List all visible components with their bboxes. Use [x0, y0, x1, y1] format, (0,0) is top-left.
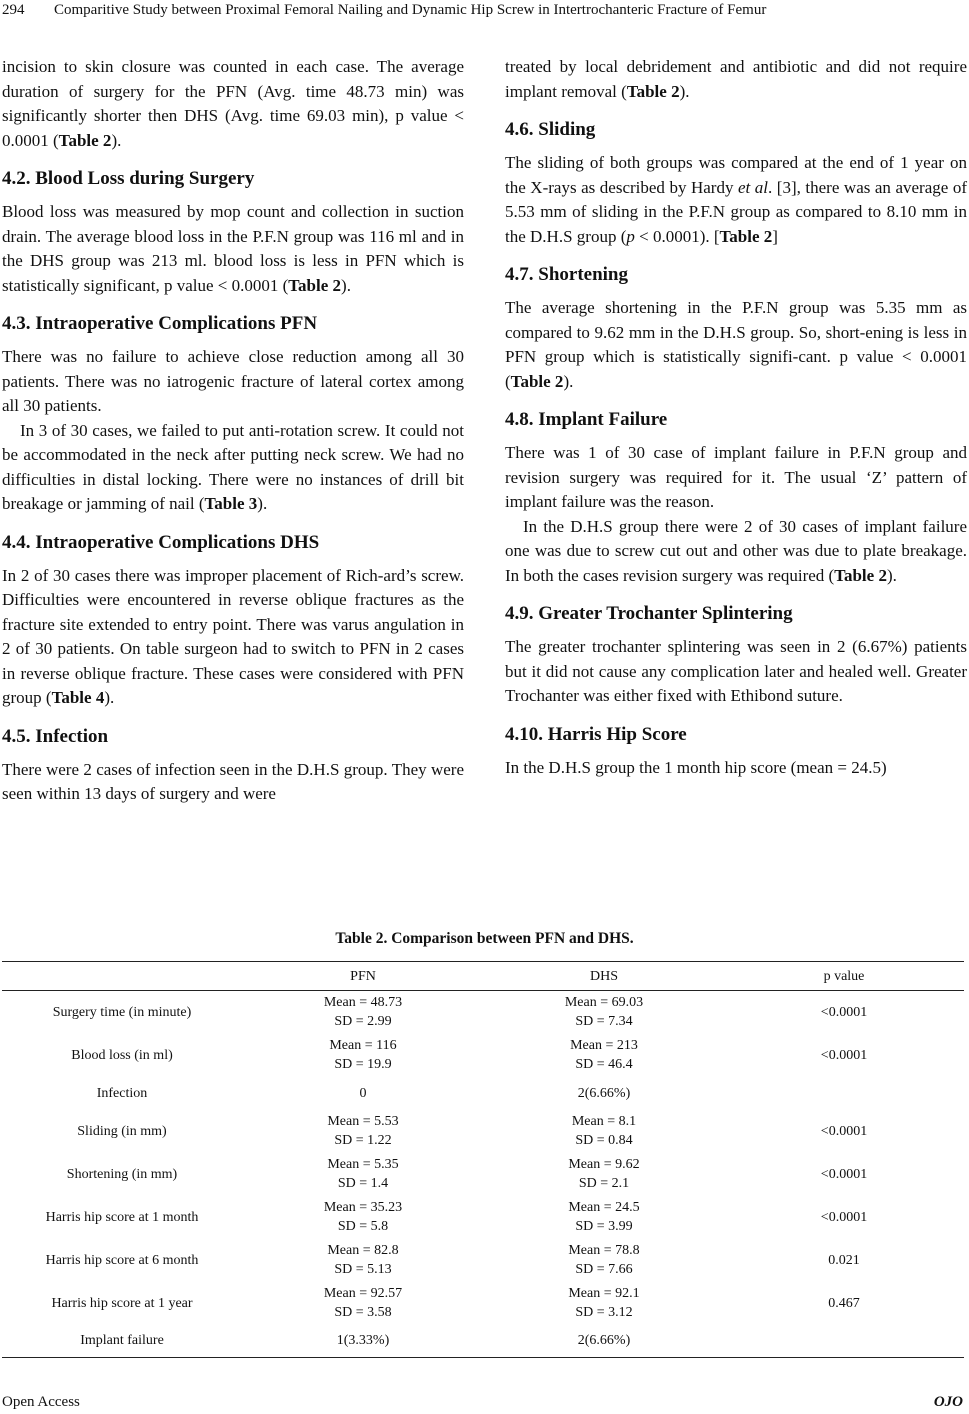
table-header-cell: p value [724, 962, 964, 991]
p-value-cell: <0.0001 [820, 1209, 868, 1225]
p-value-cell [724, 1325, 964, 1358]
row-label: Harris hip score at 6 month [45, 1252, 199, 1268]
table-header-cell: DHS [484, 962, 724, 991]
table-reference: Table 2 [510, 371, 564, 391]
table-reference: Table 2 [834, 565, 887, 585]
table-reference: Table 2 [626, 81, 680, 101]
section-heading: 4.6. Sliding [505, 119, 596, 140]
section-heading: 4.2. Blood Loss during Surgery [2, 168, 255, 189]
pfn-cell: Mean = 92.57 SD = 3.58 [323, 1286, 403, 1320]
paragraph: In the D.H.S group there were 2 of 30 cases of implant failure one was due to screw cut out and other was due to plate breakage. In both the cases revision surgery was required (Table 2). [505, 516, 967, 585]
paragraph: There were 2 cases of infection seen in the D.H.S group. They were seen within 13 days of surgery and were [2, 759, 464, 803]
table-reference: Table 2 [719, 226, 773, 246]
table-row [2, 991, 964, 1034]
section-heading: 4.10. Harris Hip Score [505, 723, 687, 745]
section-heading: 4.8. Implant Failure [505, 409, 668, 430]
paragraph: The sliding of both groups was compared at the end of 1 year on the X-rays as described by Hardy et al. [3], there was an average of 5.53 mm of sliding in the P.F.N group as compared to 8.10 mm in the D.H.S group (p < 0.0001). [Table 2] [505, 153, 967, 246]
pfn-cell: Mean = 35.23 SD = 5.8 [323, 1200, 403, 1234]
left-column [2, 55, 464, 807]
pfn-cell: 0 [359, 1085, 367, 1101]
et-al: et al [738, 177, 769, 197]
row-label: Harris hip score at 1 year [51, 1295, 193, 1311]
page-number: 294 [2, 2, 25, 18]
pfn-cell: Mean = 5.53 SD = 1.22 [327, 1114, 399, 1148]
paragraph: The greater trochanter splintering was seen in 2 (6.67%) patients but it did not cause any complication later and healed well. Greater Trochanter was either fixed with Ethibond suture. [505, 637, 967, 705]
pfn-cell: Mean = 82.8 SD = 5.13 [327, 1243, 399, 1277]
dhs-cell: Mean = 213 SD = 46.4 [570, 1038, 638, 1072]
dhs-cell: Mean = 9.62 SD = 2.1 [568, 1157, 640, 1191]
p-symbol: p [626, 226, 635, 246]
table-row [2, 1077, 964, 1110]
dhs-cell: Mean = 78.8 SD = 7.66 [568, 1243, 640, 1277]
table-row [2, 1153, 964, 1196]
pfn-cell: Mean = 48.73 SD = 2.99 [323, 995, 403, 1030]
pfn-cell: 1(3.33%) [242, 1325, 484, 1358]
paragraph: The average shortening in the P.F.N group was 5.35 mm as compared to 9.62 mm in the D.H.S group. So, short-ening is less in PFN group which is statistically signifi-cant. p value < 0.0001 (Table 2). [505, 298, 967, 391]
table-row [2, 1325, 964, 1358]
paragraph: In the D.H.S group the 1 month hip score (mean = 24.5) [505, 757, 887, 777]
row-label: Sliding (in mm) [77, 1123, 167, 1139]
p-value-cell: 0.021 [828, 1252, 860, 1268]
table-reference: Table 2 [288, 275, 342, 295]
table-header-cell [2, 962, 242, 991]
p-value-cell: <0.0001 [820, 1166, 868, 1182]
section-heading: 4.4. Intraoperative Complications DHS [2, 531, 320, 553]
open-access-label: Open Access [2, 1394, 80, 1410]
table-row [2, 1110, 964, 1153]
p-value-cell: 0.467 [828, 1295, 860, 1311]
section-heading: 4.5. Infection [2, 725, 109, 747]
table-row [2, 1034, 964, 1077]
p-value-cell: <0.0001 [820, 1004, 868, 1020]
paragraph: Blood loss was measured by mop count and collection in suction drain. The average blood loss in the P.F.N group was 116 ml and in the DHS group was 213 ml. blood loss is less in PFN which is statistically significant, p value < 0.0001 (Table 2). [2, 202, 464, 295]
paragraph: There was 1 of 30 case of implant failure in P.F.N group and revision surgery was required for it. The usual ‘Z’ pattern of implant failure was the reason. [505, 443, 967, 511]
journal-abbrev: OJO [933, 1394, 963, 1410]
paragraph: incision to skin closure was counted in each case. The average duration of surgery for the PFN (Avg. time 48.73 min) was significantly shorter then DHS (Avg. time 69.03 min), p value < 0.0001 (Table 2). [2, 57, 464, 150]
p-value-cell [724, 1077, 964, 1110]
paragraph: treated by local debridement and antibiotic and did not require implant removal (Table 2). [505, 57, 967, 101]
right-column [505, 55, 967, 780]
page-header [0, 0, 969, 26]
paragraph: There was no failure to achieve close reduction among all 30 patients. There was no iatrogenic fracture of lateral cortex among all 30 patients. [2, 347, 464, 415]
paragraph: In 2 of 30 cases there was improper placement of Rich-ard’s screw. Difficulties were encountered in reverse oblique fractures as the fracture site extended to entry point. There was varus angulation in 2 of 30 patients. On table surgeon had to switch to PFN in 2 cases in reverse oblique fracture. These cases were considered with PFN group (Table 4). [2, 565, 464, 707]
section-heading: 4.3. Intraoperative Complications PFN [2, 313, 318, 334]
table-reference: Table 3 [204, 494, 258, 513]
running-title: Comparitive Study between Proximal Femoral Nailing and Dynamic Hip Screw in Intertrochanteric Fracture of Femur [54, 2, 767, 18]
pfn-cell: Mean = 116 SD = 19.9 [329, 1038, 397, 1072]
dhs-cell: Mean = 8.1 SD = 0.84 [571, 1114, 637, 1148]
row-label: Surgery time (in minute) [52, 1004, 192, 1020]
comparison-table [2, 961, 964, 1358]
section-heading: 4.7. Shortening [505, 264, 628, 285]
table-row [2, 1196, 964, 1239]
dhs-cell: Mean = 24.5 SD = 3.99 [568, 1200, 640, 1234]
p-value-cell: <0.0001 [820, 1047, 868, 1063]
row-label: Blood loss (in ml) [71, 1047, 173, 1063]
table-caption: Table 2. Comparison between PFN and DHS. [335, 930, 634, 947]
section-heading: 4.9. Greater Trochanter Splintering [505, 603, 793, 624]
row-label: Shortening (in mm) [66, 1166, 178, 1182]
dhs-cell: 2(6.66%) [484, 1325, 724, 1358]
row-label: Infection [96, 1085, 148, 1101]
table-header-row [2, 962, 964, 991]
table-header-cell: PFN [242, 962, 484, 991]
table-reference: Table 2 [58, 130, 112, 150]
dhs-cell: Mean = 92.1 SD = 3.12 [568, 1286, 640, 1320]
paragraph: In 3 of 30 cases, we failed to put anti-rotation screw. It could not be accommodated in the neck after putting neck screw. We had no difficulties in distal locking. There were no instances of drill bit breakage or jamming of nail (Table 3). [2, 420, 464, 513]
dhs-cell: Mean = 69.03 SD = 7.34 [564, 995, 644, 1030]
row-label: Harris hip score at 1 month [45, 1209, 199, 1225]
table-reference: Table 4 [51, 688, 105, 707]
row-label: Implant failure [2, 1325, 242, 1358]
p-value-cell: <0.0001 [820, 1123, 868, 1139]
table-row [2, 1282, 964, 1325]
pfn-cell: Mean = 5.35 SD = 1.4 [327, 1157, 399, 1191]
table-row [2, 1239, 964, 1282]
dhs-cell: 2(6.66%) [577, 1085, 631, 1101]
